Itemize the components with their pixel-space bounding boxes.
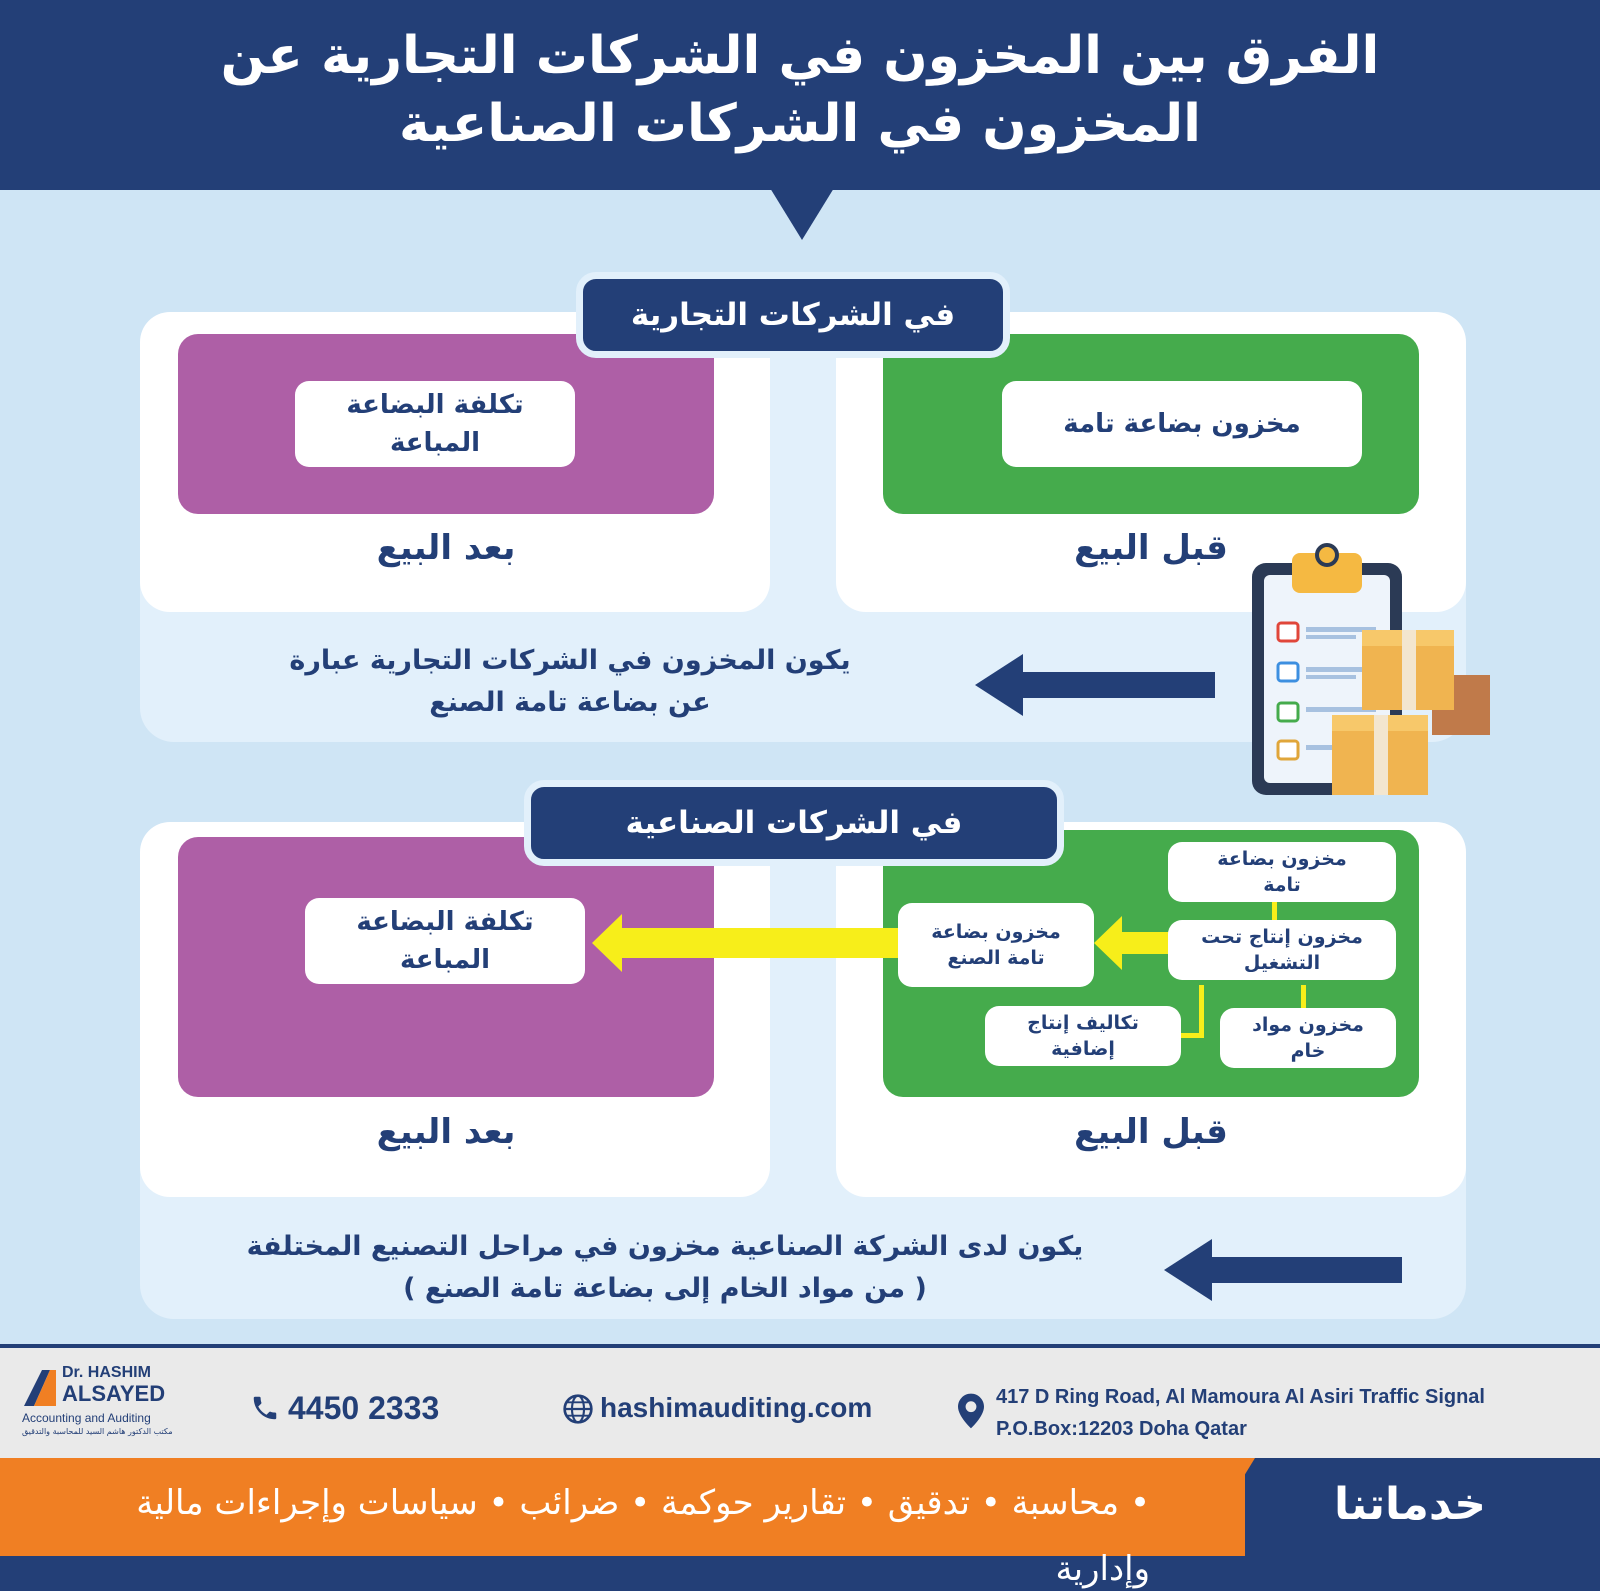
- title-line-2: المخزون في الشركات الصناعية: [399, 94, 1201, 154]
- company-logo: [20, 1364, 173, 1444]
- location-pin-icon: [958, 1393, 984, 1429]
- connector-additional-horizontal: [1180, 1033, 1204, 1038]
- page-title: [100, 22, 1500, 158]
- industrial-arrow-head: [1164, 1239, 1212, 1301]
- raw-materials-line-2: خام: [1290, 1040, 1326, 1062]
- connector-finished-wip: [1272, 900, 1277, 922]
- industrial-before-sale-label: قبل البيع: [1074, 1112, 1228, 1152]
- logo-mark-icon: [20, 1368, 60, 1408]
- services-title: خدماتنا: [1334, 1479, 1486, 1530]
- industrial-note-line-1: يكون لدى الشركة الصناعية مخزون في مراحل التصنيع المختلفة: [246, 1231, 1084, 1262]
- services-orange-slant: [1195, 1458, 1255, 1556]
- connector-additional-vertical: [1199, 985, 1204, 1037]
- phone-number[interactable]: 4450 2333: [288, 1390, 440, 1426]
- finished-goods-line-2: تامة: [1263, 874, 1301, 896]
- finished-to-cogs-arrow-shaft: [620, 928, 902, 958]
- commercial-after-sale-label: بعد البيع: [376, 528, 516, 568]
- address-line-2: P.O.Box:12203 Doha Qatar: [996, 1418, 1247, 1440]
- commercial-cogs-line-2: المباعة: [390, 428, 481, 458]
- wip-to-finished-arrow-head: [1094, 916, 1122, 970]
- industrial-section-label: في الشركات الصناعية: [524, 780, 1064, 866]
- globe-icon: [562, 1393, 594, 1425]
- finished-manufactured-line-2: تامة الصنع: [947, 947, 1045, 969]
- commercial-finished-goods-card: مخزون بضاعة تامة: [1002, 381, 1362, 467]
- address-line-1: 417 D Ring Road, Al Mamoura Al Asiri Traffic Signal: [996, 1386, 1485, 1408]
- clipboard-boxes-illustration: [1242, 535, 1524, 815]
- industrial-after-sale-label: بعد البيع: [376, 1112, 516, 1152]
- industrial-finished-goods-card: [1168, 842, 1396, 902]
- logo-tagline: Accounting and Auditing: [22, 1411, 151, 1425]
- commercial-cogs-card: [295, 381, 575, 467]
- commercial-note-line-2: عن بضاعة تامة الصنع: [429, 687, 711, 718]
- logo-name-line-1: Dr. HASHIM: [62, 1364, 151, 1381]
- additional-costs-line-1: تكاليف إنتاج: [1027, 1012, 1139, 1034]
- commercial-cogs-line-1: تكلفة البضاعة: [346, 390, 524, 420]
- finished-goods-line-1: مخزون بضاعة: [1217, 848, 1347, 870]
- commercial-arrow-shaft: [1010, 672, 1215, 698]
- address: [996, 1381, 1485, 1445]
- title-line-1: الفرق بين المخزون في الشركات التجارية عن: [220, 26, 1380, 86]
- commercial-note: [230, 640, 910, 724]
- industrial-note-line-2: ( من مواد الخام إلى بضاعة تامة الصنع ): [403, 1273, 927, 1304]
- industrial-raw-materials-card: [1220, 1008, 1396, 1068]
- industrial-cogs-line-1: تكلفة البضاعة: [356, 907, 534, 937]
- industrial-cogs-line-2: المباعة: [400, 945, 491, 975]
- commercial-arrow-head: [975, 654, 1023, 716]
- logo-arabic-tagline: مكتب الدكتور هاشم السيد للمحاسبة والتدقيق: [22, 1427, 173, 1436]
- finished-manufactured-line-1: مخزون بضاعة: [931, 921, 1061, 943]
- industrial-arrow-shaft: [1202, 1257, 1402, 1283]
- header-pointer: [770, 188, 834, 240]
- commercial-note-line-1: يكون المخزون في الشركات التجارية عبارة: [289, 645, 851, 676]
- industrial-wip-card: [1168, 920, 1396, 980]
- commercial-before-sale-label: قبل البيع: [1074, 528, 1228, 568]
- services-list: • محاسبة • تدقيق • تقارير حوكمة • ضرائب • سياسات وإجراءات مالية وإدارية: [136, 1483, 1150, 1589]
- raw-materials-line-1: مخزون مواد: [1252, 1014, 1364, 1036]
- wip-to-finished-arrow-shaft: [1118, 932, 1170, 954]
- website-link[interactable]: hashimauditing.com: [600, 1392, 873, 1423]
- industrial-cogs-card: [305, 898, 585, 984]
- industrial-finished-manufactured-card: [898, 903, 1094, 987]
- logo-name-line-2: ALSAYED: [62, 1381, 166, 1406]
- industrial-additional-costs-card: [985, 1006, 1181, 1066]
- finished-to-cogs-arrow-head: [592, 914, 622, 972]
- industrial-note: [200, 1226, 1130, 1310]
- wip-line-2: التشغيل: [1243, 952, 1321, 974]
- commercial-section-label: في الشركات التجارية: [576, 272, 1010, 358]
- additional-costs-line-2: إضافية: [1051, 1038, 1115, 1060]
- phone-icon: [250, 1393, 280, 1423]
- wip-line-1: مخزون إنتاج تحت: [1201, 926, 1363, 948]
